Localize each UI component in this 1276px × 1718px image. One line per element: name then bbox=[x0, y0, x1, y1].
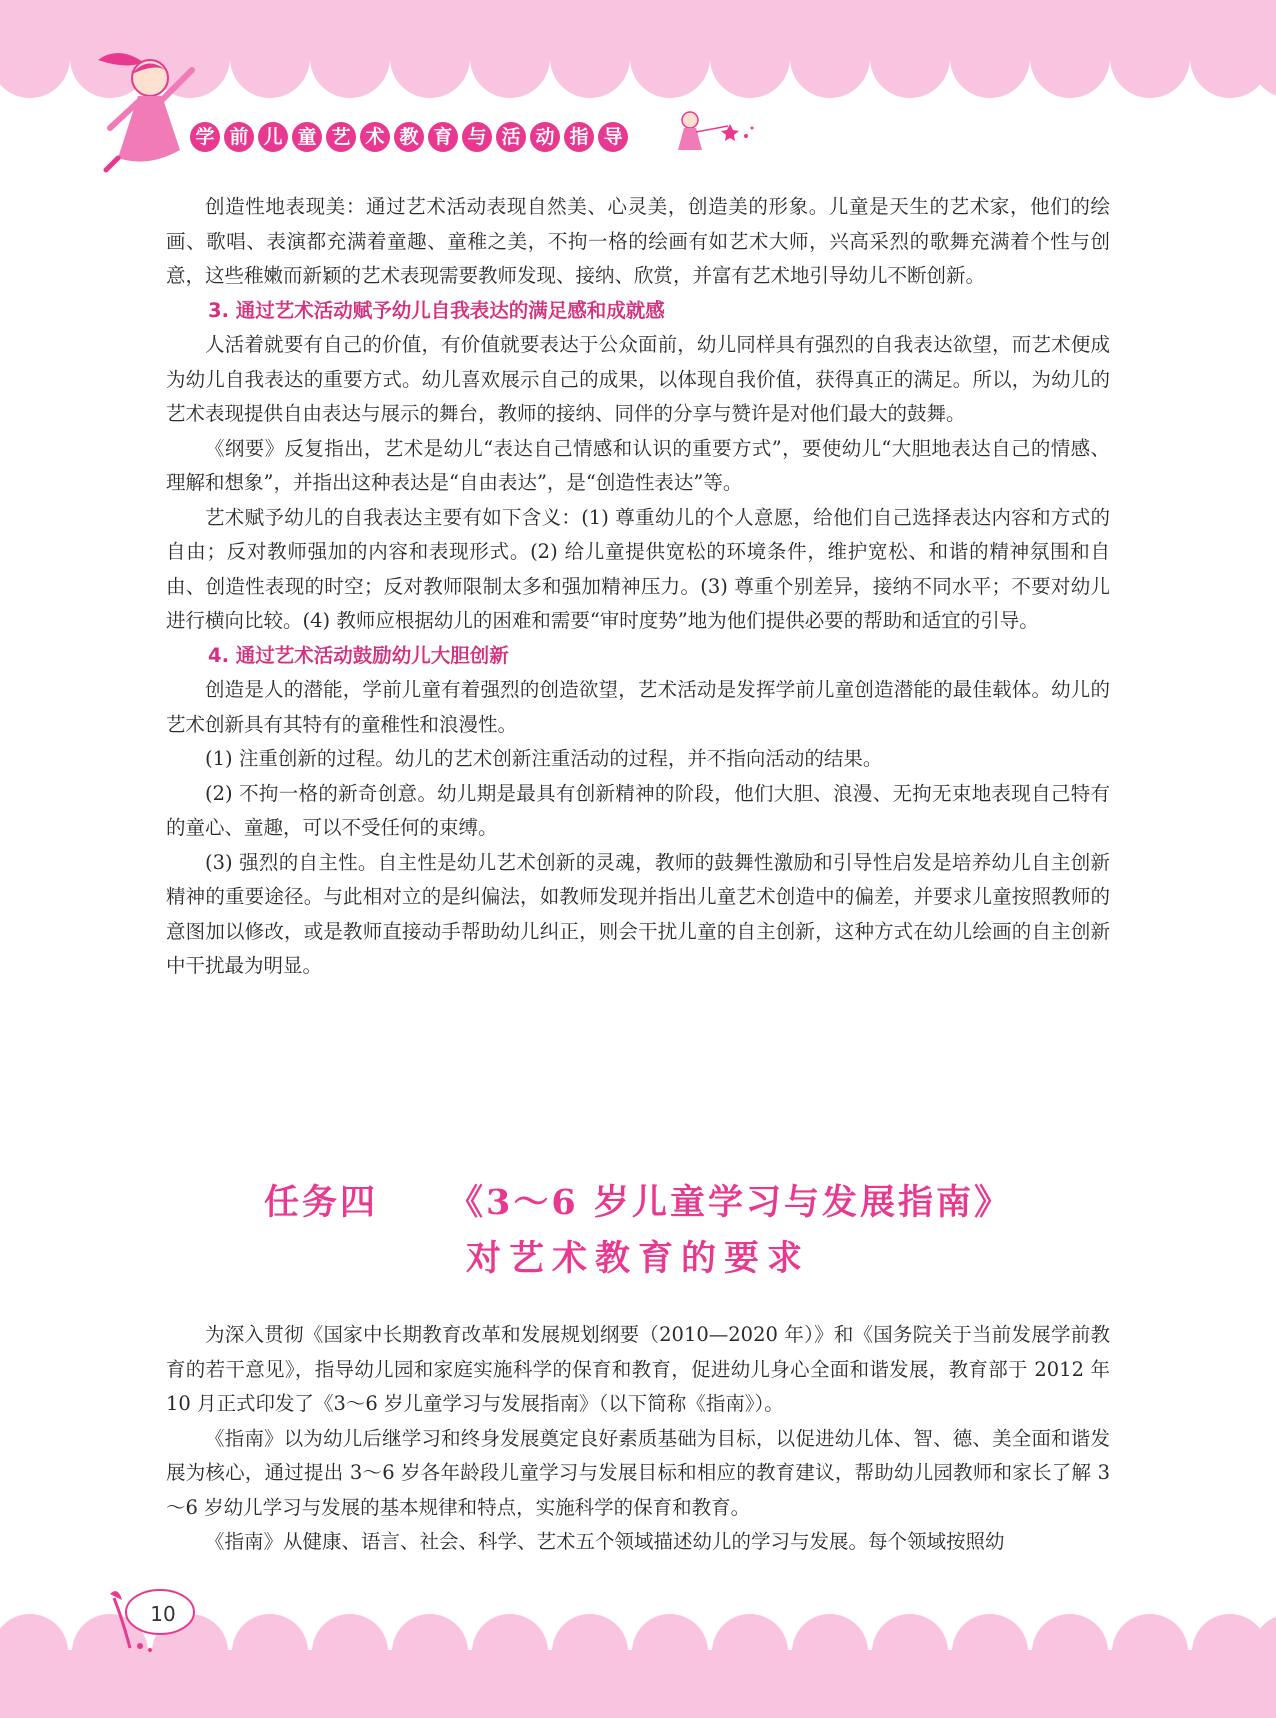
book-title-char: 术 bbox=[360, 122, 390, 152]
book-title bbox=[190, 122, 628, 152]
paragraph: 人活着就要有自己的价值，有价值就要表达于公众面前，幼儿同样具有强烈的自我表达欲望，而艺术便成为幼儿自我表达的重要方式。幼儿喜欢展示自己的成果，以体现自我价值，获得真正的满足。所以，为幼儿的艺术表现提供自由表达与展示的舞台，教师的接纳、同伴的分享与赞许是对他们最大的鼓舞。 bbox=[166, 333, 1110, 425]
paragraph: 创造是人的潜能，学前儿童有着强烈的创造欲望，艺术活动是发挥学前儿童创造潜能的最佳载体。幼儿的艺术创新具有其特有的童稚性和浪漫性。 bbox=[166, 678, 1110, 736]
book-title-char: 童 bbox=[292, 122, 322, 152]
paragraph: (3) 强烈的自主性。自主性是幼儿艺术创新的灵魂，教师的鼓舞性激励和引导性启发是培养幼儿自主创新精神的重要途径。与此相对立的是纠偏法，如教师发现并指出儿童艺术创造中的偏差，并要求儿童按照教师的意图加以修改，或是教师直接动手帮助幼儿纠正，则会干扰儿童的自主创新，这种方式在幼儿绘画的自主创新中干扰最为明显。 bbox=[166, 850, 1110, 977]
book-title-char: 学 bbox=[190, 122, 220, 152]
task-label: 任务四 bbox=[264, 1182, 379, 1223]
book-title-char: 导 bbox=[598, 122, 628, 152]
book-title-char: 指 bbox=[564, 122, 594, 152]
paragraph: (1) 注重创新的过程。幼儿的艺术创新注重活动的过程，并不指向活动的结果。 bbox=[205, 747, 883, 770]
paragraph: 艺术赋予幼儿的自我表达主要有如下含义：(1) 尊重幼儿的个人意愿，给他们自己选择表达内容和方式的自由；反对教师强加的内容和表现形式。(2) 给儿童提供宽松的环境条件，维护宽松、和谐的精神氛围和自由、创造性表现的时空；反对教师限制太多和强加精神压力。(3) 尊重个别差异，接纳不同水平；不要对幼儿进行横向比较。(4) 教师应根据幼儿的困难和需要“审时度势”地为他们提供必要的帮助和适宜的引导。 bbox=[166, 505, 1110, 632]
book-title-char: 与 bbox=[462, 122, 492, 152]
task-heading bbox=[166, 1175, 1110, 1287]
book-title-char: 前 bbox=[224, 122, 254, 152]
paragraph: 《纲要》反复指出，艺术是幼儿“表达自己情感和认识的重要方式”，要使幼儿“大胆地表达自己的情感、理解和想象”，并指出这种表达是“自由表达”，是“创造性表达”等。 bbox=[166, 436, 1110, 494]
book-title-char: 儿 bbox=[258, 122, 288, 152]
main-text-section bbox=[166, 190, 1110, 984]
page-number: 10 bbox=[150, 1602, 176, 1626]
book-title-char: 动 bbox=[530, 122, 560, 152]
book-title-char: 艺 bbox=[326, 122, 356, 152]
task-title-line1: 《3～6 岁儿童学习与发展指南》 bbox=[448, 1182, 1012, 1223]
book-title-char: 教 bbox=[394, 122, 424, 152]
subsection-heading: 3. 通过艺术活动赋予幼儿自我表达的满足感和成就感 bbox=[208, 298, 665, 322]
task-text-section bbox=[166, 1318, 1110, 1560]
paragraph: 为深入贯彻《国家中长期教育改革和发展规划纲要（2010—2020 年）》和《国务院关于当前发展学前教育的若干意见》，指导幼儿园和家庭实施科学的保育和教育，促进幼儿身心全面和谐发展，教育部于 2012 年 10 月正式印发了《3～6 岁儿童学习与发展指南》（以下简称《指南》）。 bbox=[166, 1323, 1110, 1415]
paragraph: 创造性地表现美：通过艺术活动表现自然美、心灵美，创造美的形象。儿童是天生的艺术家，他们的绘画、歌唱、表演都充满着童趣、童稚之美，不拘一格的绘画有如艺术大师，兴高采烈的歌舞充满着个性与创意，这些稚嫩而新颖的艺术表现需要教师发现、接纳、欣赏，并富有艺术地引导幼儿不断创新。 bbox=[166, 195, 1110, 287]
small-fairy-icon bbox=[668, 102, 758, 162]
book-title-char: 育 bbox=[428, 122, 458, 152]
paragraph: 《指南》以为幼儿后继学习和终身发展奠定良好素质基础为目标，以促进幼儿体、智、德、美全面和谐发展为核心，通过提出 3～6 岁各年龄段儿童学习与发展目标和相应的教育建议，帮助幼儿园教师和家长了解 3～6 岁幼儿学习与发展的基本规律和特点，实施科学的保育和教育。 bbox=[166, 1426, 1110, 1519]
paragraph: 《指南》从健康、语言、社会、科学、艺术五个领域描述幼儿的学习与发展。每个领域按照幼 bbox=[205, 1530, 1005, 1553]
subsection-heading: 4. 通过艺术活动鼓励幼儿大胆创新 bbox=[208, 643, 509, 667]
paragraph: (2) 不拘一格的新奇创意。幼儿期是最具有创新精神的阶段，他们大胆、浪漫、无拘无束地表现自己特有的童心、童趣，可以不受任何的束缚。 bbox=[166, 781, 1110, 839]
task-title-line2: 对艺术教育的要求 bbox=[465, 1238, 810, 1279]
task-heading-line1 bbox=[166, 1175, 1110, 1231]
fairy-girl-icon bbox=[88, 40, 208, 175]
book-title-char: 活 bbox=[496, 122, 526, 152]
